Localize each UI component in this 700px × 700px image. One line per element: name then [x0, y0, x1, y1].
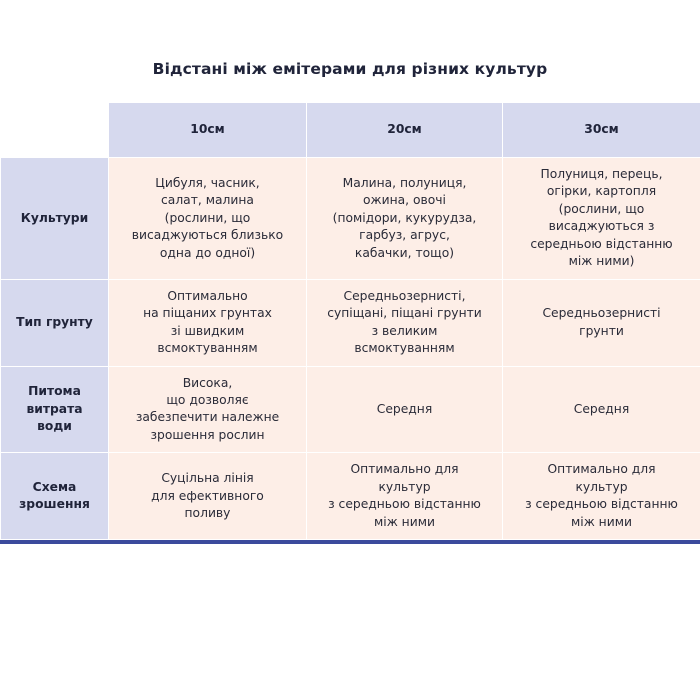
cell-crops-10cm — [109, 158, 307, 280]
bottom-accent-bar — [0, 540, 700, 544]
table-row — [1, 279, 700, 366]
cell-line: Малина, полуниця, — [342, 175, 467, 190]
row-label-crops: Культури — [1, 158, 109, 280]
cell-line: Полуниця, перець, — [540, 167, 663, 181]
row-label-line: зрошення — [19, 497, 90, 512]
cell-line: Оптимально для — [547, 462, 656, 477]
cell-line: Середня — [573, 401, 630, 416]
table-container — [0, 102, 700, 540]
cell-line: культур — [378, 479, 431, 494]
table-corner-cell — [1, 103, 109, 158]
row-label-line: води — [37, 419, 72, 434]
cell-water-30cm — [503, 366, 700, 453]
cell-irrigation-20cm — [307, 453, 503, 540]
cell-crops-20cm — [307, 158, 503, 280]
cell-irrigation-30cm — [503, 453, 700, 540]
row-label-irrigation-scheme — [1, 453, 109, 540]
cell-line: висаджуються з — [548, 219, 655, 234]
cell-line: всмоктуванням — [157, 341, 258, 356]
cell-line: Середньозернисті, — [343, 288, 466, 303]
table-row — [1, 158, 700, 280]
table-row — [1, 453, 700, 540]
cell-line: ожина, овочі — [363, 193, 446, 208]
cell-line: між ними — [374, 514, 435, 529]
cell-soil-10cm — [109, 279, 307, 366]
cell-line: з середньою відстанню — [525, 497, 678, 512]
cell-line: з великим — [371, 323, 438, 338]
cell-water-10cm — [109, 366, 307, 453]
column-header-20cm: 20см — [307, 103, 503, 158]
row-label-line: витрата — [26, 401, 83, 416]
cell-line: Висока, — [182, 375, 233, 390]
cell-line: (рослини, що — [558, 201, 645, 216]
cell-irrigation-10cm — [109, 453, 307, 540]
cell-line: поливу — [184, 505, 231, 520]
cell-line: для ефективного — [151, 488, 264, 503]
cell-line: кабачки, тощо) — [354, 245, 455, 260]
cell-line: Оптимально для — [350, 462, 459, 477]
cell-line: гарбуз, агрус, — [359, 228, 450, 243]
cell-line: одна до одної) — [159, 245, 256, 260]
cell-line: між ними — [571, 514, 632, 529]
cell-line: культур — [575, 479, 628, 494]
cell-line: висаджуються близько — [131, 228, 284, 243]
cell-line: (рослини, що — [164, 210, 251, 225]
cell-line: Середня — [376, 401, 433, 416]
cell-line: зі швидким — [170, 323, 245, 338]
crop-spacing-table — [0, 102, 700, 540]
cell-line: Цибуля, часник, — [155, 175, 260, 190]
cell-line: забезпечити належне — [135, 410, 280, 425]
page-title: Відстані між емітерами для різних культур — [152, 60, 548, 78]
cell-line: огірки, картопля — [546, 184, 657, 199]
row-label-line: Схема — [32, 479, 77, 494]
cell-line: на піщаних грунтах — [143, 306, 272, 321]
cell-line: з середньою відстанню — [328, 497, 481, 512]
cell-line: Суцільна лінія — [161, 471, 254, 486]
cell-water-20cm — [307, 366, 503, 453]
cell-line: між ними) — [568, 254, 635, 269]
column-header-10cm: 10см — [109, 103, 307, 158]
table-header-row — [1, 103, 700, 158]
cell-soil-20cm — [307, 279, 503, 366]
cell-line: середньою відстанню — [530, 236, 673, 251]
cell-line: (помідори, кукурудза, — [332, 210, 477, 225]
cell-line: Оптимально — [167, 288, 248, 303]
cell-line: салат, малина — [161, 193, 254, 208]
cell-line: зрошення рослин — [150, 427, 265, 442]
row-label-line: Питома — [28, 384, 81, 399]
column-header-30cm: 30см — [503, 103, 700, 158]
cell-line: що дозволяє — [166, 392, 249, 407]
table-row — [1, 366, 700, 453]
cell-line: грунти — [579, 323, 624, 338]
cell-line: Середньозернисті — [542, 306, 661, 321]
cell-crops-30cm — [503, 158, 700, 280]
row-label-soil-type: Тип грунту — [1, 279, 109, 366]
row-label-water-consumption — [1, 366, 109, 453]
cell-line: всмоктуванням — [354, 341, 455, 356]
cell-line: супіщані, піщані грунти — [327, 306, 482, 321]
cell-soil-30cm — [503, 279, 700, 366]
